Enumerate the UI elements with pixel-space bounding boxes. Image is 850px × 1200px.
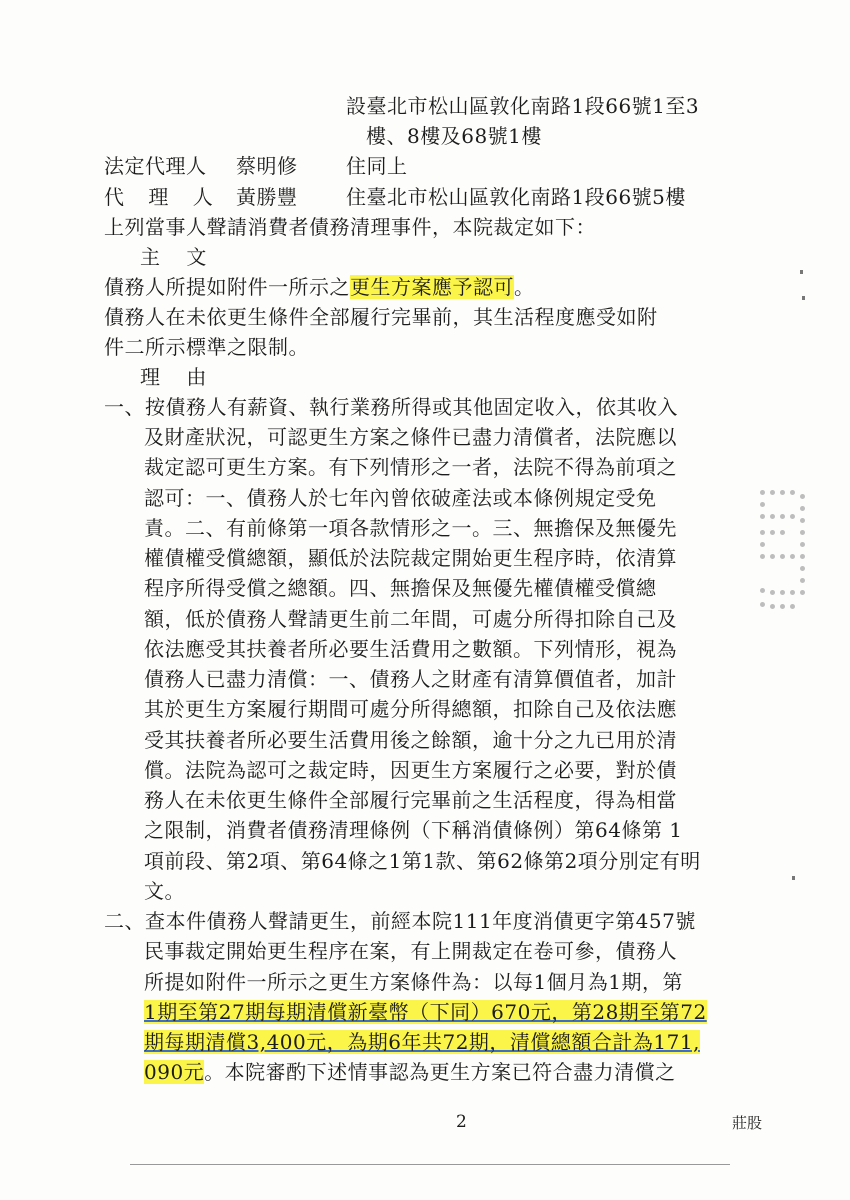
reasons-p1-line: 債務人已盡力清償：一、債務人之財產有清算價值者，加計: [144, 667, 677, 691]
reasons-p1-line: 權債權受償總額，顯低於法院裁定開始更生程序時，依清算: [144, 546, 677, 570]
main-line-1-post: 。: [514, 275, 535, 299]
main-line-1-pre: 債務人所提如附件一所示之: [104, 275, 350, 299]
reasons-p2-line-6-highlight: 090元: [144, 1060, 205, 1084]
reasons-p1-line: 依法應受其扶養者所必要生活費用之數額。下列情形，視為: [144, 637, 677, 661]
binding-holes: [760, 490, 810, 620]
page-number: 2: [456, 1112, 467, 1132]
reasons-p1-line: 認可：一、債務人於七年內曾依破產法或本條例規定受免: [144, 486, 657, 510]
reasons-p1-line: 責。二、有前條第一項各款情形之一。三、無擔保及無優先: [144, 516, 677, 540]
main-title: 主 文: [140, 245, 217, 269]
legal-rep-address: 住同上: [346, 154, 408, 178]
reasons-p1-line: 一、按債務人有薪資、執行業務所得或其他固定收入，依其收入: [104, 395, 678, 419]
main-line-2: 債務人在未依更生條件全部履行完畢前，其生活程度應受如附: [104, 305, 658, 329]
reasons-p1-line: 文。: [144, 879, 185, 903]
reasons-p1-line: 務人在未依更生條件全部履行完畢前之生活程度，得為相當: [144, 788, 677, 812]
scan-mark: [800, 270, 803, 274]
address-line-1: 設臺北市松山區敦化南路1段66號1至3: [346, 94, 700, 118]
section-stamp: 莊股: [732, 1114, 763, 1132]
reasons-p1-line: 及財產狀況，可認更生方案之條件已盡力清償者，法院應以: [144, 425, 677, 449]
main-line-1-highlight: 更生方案應予認可: [350, 275, 514, 299]
main-line-1: [104, 273, 535, 301]
main-line-3: 件二所示標準之限制。: [104, 335, 309, 359]
reasons-p1-line: 其於更生方案履行期間可處分所得總額，扣除自己及依法應: [144, 697, 677, 721]
reasons-p2-line-2: 民事裁定開始更生程序在案，有上開裁定在卷可參，債務人: [144, 939, 677, 963]
address-line-2: 樓、8樓及68號1樓: [366, 124, 542, 148]
reasons-p1-line: 之限制，消費者債務清理條例（下稱消債條例）第64條第 1: [144, 818, 683, 842]
agent-name: 黃勝豐: [236, 185, 298, 209]
reasons-p1-line: 受其扶養者所必要生活費用後之餘額，逾十分之九已用於清: [144, 728, 677, 752]
reasons-p2-line-5: [144, 1028, 700, 1056]
reasons-p2-line-1: 二、查本件債務人聲請更生，前經本院111年度消債更字第457號: [104, 909, 696, 933]
legal-rep-role: 法定代理人: [104, 154, 207, 178]
reasons-title: 理 由: [140, 365, 217, 389]
reasons-p2-line-3: 所提如附件一所示之更生方案條件為：以每1個月為1期，第: [144, 970, 683, 994]
scan-mark: [802, 296, 805, 300]
reasons-p1-line: 償。法院為認可之裁定時，因更生方案履行之必要，對於債: [144, 758, 677, 782]
intro-line: 上列當事人聲請消費者債務清理事件，本院裁定如下：: [104, 215, 596, 239]
agent-role: 代 理 人: [104, 185, 222, 209]
reasons-p1-line: 裁定認可更生方案。有下列情形之一者，法院不得為前項之: [144, 455, 677, 479]
reasons-p1-line: 額，低於債務人聲請更生前二年間，可處分所得扣除自己及: [144, 607, 677, 631]
reasons-p2-line-5-highlight: 期每期清償3,400元，為期6年共72期，清償總額合計為171,: [144, 1030, 700, 1054]
reasons-p2-line-4: [144, 998, 707, 1026]
legal-rep-name: 蔡明修: [236, 154, 298, 178]
scan-mark: [792, 876, 795, 880]
bottom-rule: [130, 1164, 730, 1165]
reasons-p2-line-4-highlight: 1期至第27期每期清償新臺幣（下同）670元，第28期至第72: [144, 1000, 707, 1024]
reasons-p1-line: 項前段、第2項、第64條之1第1款、第62條第2項分別定有明: [144, 849, 701, 873]
agent-address: 住臺北市松山區敦化南路1段66號5樓: [346, 185, 686, 209]
reasons-p2-line-6: [144, 1058, 676, 1086]
reasons-p2-line-6-post: 。本院審酌下述情事認為更生方案已符合盡力清償之: [204, 1060, 676, 1084]
reasons-p1-line: 程序所得受償之總額。四、無擔保及無優先權債權受償總: [144, 576, 657, 600]
